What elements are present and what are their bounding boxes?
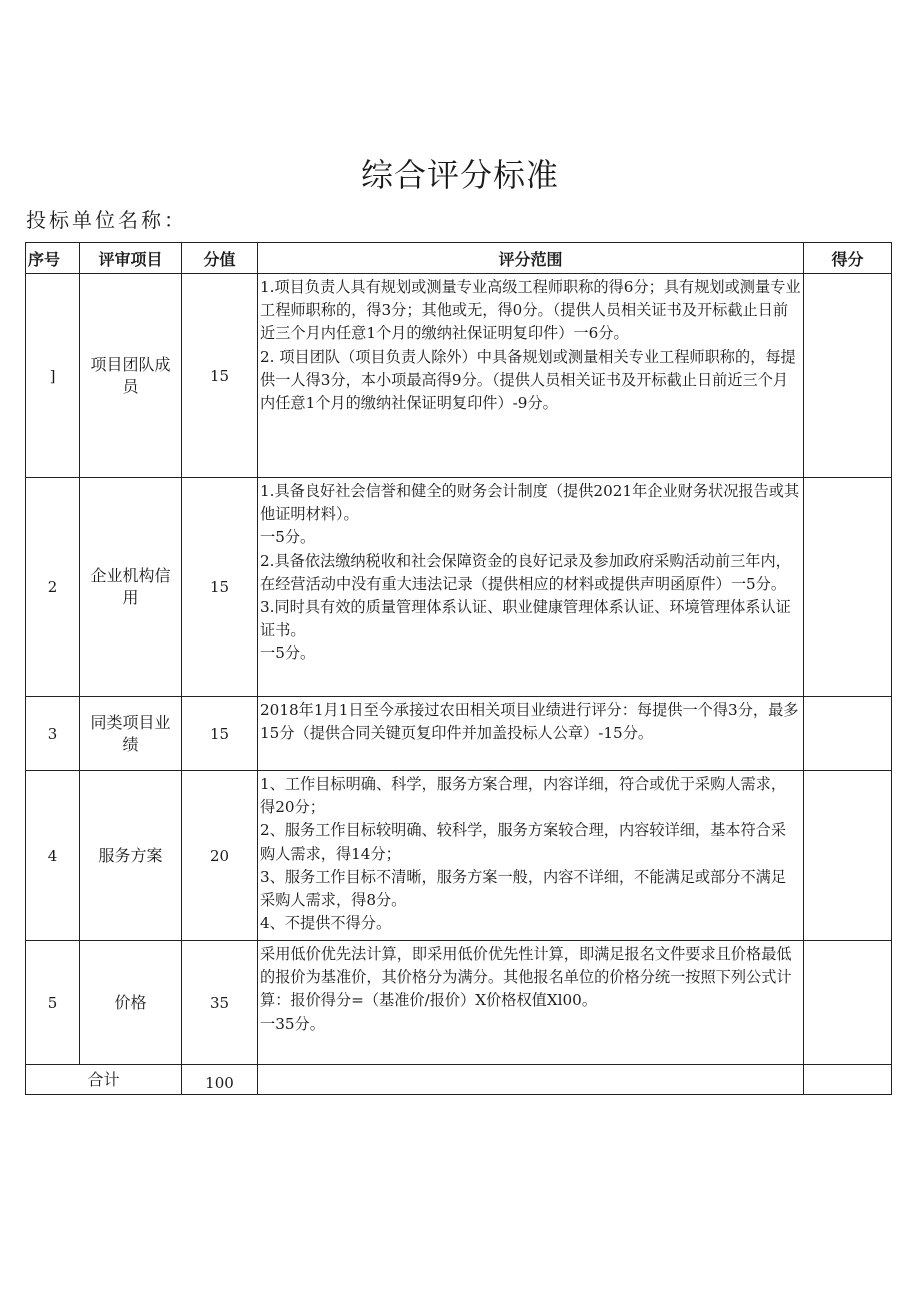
table-row — [26, 478, 892, 697]
range-line: 1.项目负责人具有规划或测量专业高级工程师职称的得6分；具有规划或测量专业工程师职称的，得3分；其他或无，得0分。（提供人员相关证书及开标截止日前近三个月内任意1个月的缴纳社保证明复印件）一6分。 — [260, 278, 801, 343]
header-range: 评分范围 — [258, 243, 804, 274]
scoring-table — [25, 242, 892, 1095]
header-item: 评审项目 — [80, 243, 182, 274]
row-score: 20 — [182, 771, 258, 941]
row-no: 3 — [26, 697, 80, 771]
total-row — [26, 1065, 892, 1095]
total-got-cell[interactable] — [804, 1065, 892, 1095]
total-score: 100 — [182, 1065, 258, 1095]
range-line: 3、服务工作目标不清晰，服务方案一般，内容不详细，不能满足或部分不满足采购人需求，得8分。 — [260, 867, 787, 910]
row-no: 5 — [26, 941, 80, 1065]
page-title: 综合评分标准 — [360, 156, 559, 194]
range-line: 1、工作目标明确、科学，服务方案合理，内容详细，符合或优于采购人需求，得20分； — [260, 775, 787, 817]
range-line: 2018年1月1日至今承接过农田相关项目业绩进行评分：每提供一个得3分，最多15分（提供合同关键页复印件并加盖投标人公章）-15分。 — [260, 701, 799, 743]
row-item: 价格 — [80, 941, 182, 1065]
range-line: 4、不提供不得分。 — [260, 914, 392, 933]
row-no: ] — [26, 274, 80, 478]
header-no: 序号 — [26, 243, 80, 274]
table-row — [26, 697, 892, 771]
total-label: 合计 — [26, 1065, 182, 1095]
header-score: 分值 — [182, 243, 258, 274]
table-row — [26, 771, 892, 941]
range-line: 3.同时具有效的质量管理体系认证、职业健康管理体系认证、环境管理体系认证证书。 — [260, 598, 791, 640]
total-range-cell — [258, 1065, 804, 1095]
row-no: 4 — [26, 771, 80, 941]
row-range — [258, 274, 804, 478]
range-line: 1.具备良好社会信誉和健全的财务会计制度（提供2021年企业财务状况报告或其他证明材料）。 — [260, 482, 800, 524]
row-item: 同类项目业绩 — [80, 697, 182, 771]
row-no: 2 — [26, 478, 80, 697]
row-item: 企业机构信用 — [80, 478, 182, 697]
row-score: 15 — [182, 478, 258, 697]
range-line: 2. 项目团队（项目负责人除外）中具备规划或测量相关专业工程师职称的，每提供一人得3分，本小项最高得9分。（提供人员相关证书及开标截止日前近三个月内任意1个月的缴纳社保证明复印件）-9分。 — [260, 347, 796, 413]
table-row — [26, 941, 892, 1065]
row-score: 15 — [182, 274, 258, 478]
range-line: 一5分。 — [260, 528, 316, 547]
range-line: 2.具备依法缴纳税收和社会保障资金的良好记录及参加政府采购活动前三年内，在经营活动中没有重大违法记录（提供相应的材料或提供声明函原件）一5分。 — [260, 551, 791, 593]
row-got-cell[interactable] — [804, 941, 892, 1065]
range-line: 2、服务工作目标较明确、较科学，服务方案较合理，内容较详细，基本符合采购人需求，得14分； — [260, 821, 787, 863]
row-range — [258, 478, 804, 697]
range-line: 一5分。 — [260, 644, 316, 663]
row-got-cell[interactable] — [804, 771, 892, 941]
row-score: 15 — [182, 697, 258, 771]
row-got-cell[interactable] — [804, 274, 892, 478]
range-line: 一35分。 — [260, 1014, 325, 1033]
header-got: 得分 — [804, 243, 892, 274]
range-line: 采用低价优先法计算，即采用低价优先性计算，即满足报名文件要求且价格最低的报价为基准价，其价格分为满分。其他报名单位的价格分统一按照下列公式计算：报价得分=（基准价/报价）X价格权值Xl00。 — [260, 945, 792, 1010]
bidder-name-label: 投标单位名称： — [26, 208, 187, 232]
row-range — [258, 941, 804, 1065]
row-range — [258, 771, 804, 941]
row-score: 35 — [182, 941, 258, 1065]
row-got-cell[interactable] — [804, 478, 892, 697]
row-item: 项目团队成员 — [80, 274, 182, 478]
row-range — [258, 697, 804, 771]
table-row — [26, 274, 892, 478]
row-got-cell[interactable] — [804, 697, 892, 771]
row-item: 服务方案 — [80, 771, 182, 941]
table-header-row — [26, 243, 892, 274]
